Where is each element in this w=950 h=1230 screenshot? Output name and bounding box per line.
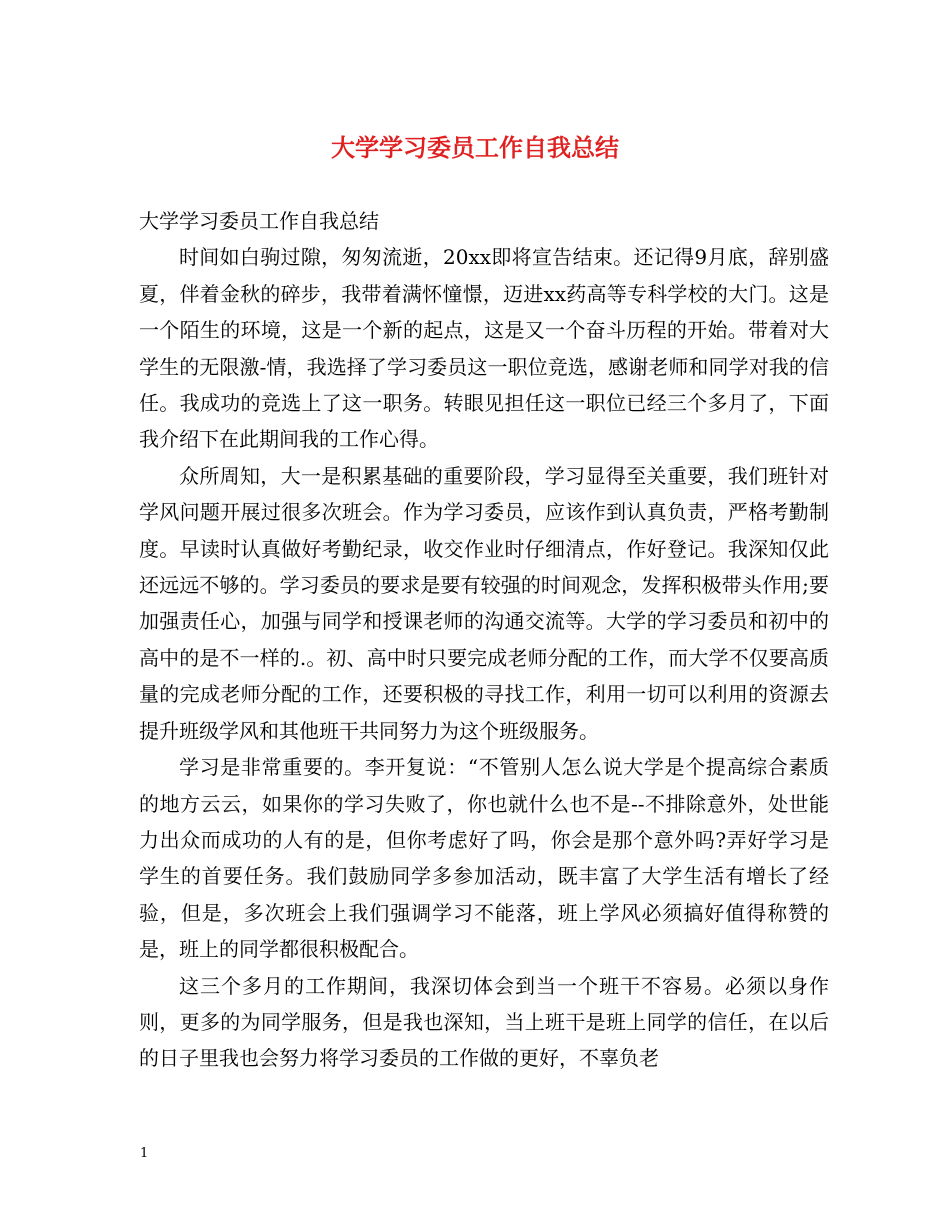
document-subtitle: 大学学习委员工作自我总结 — [139, 209, 379, 233]
paragraph-3: 学习是非常重要的。李开复说：“不管别人怎么说大学是个提高综合素质的地方云云，如果你的学习失败了，你也就什么也不是--不排除意外，处世能力出众而成功的人有的是，但你考虑好了吗，你会是那个意外吗?弄好学习是学生的首要任务。我们鼓励同学多参加活动，既丰富了大学生活有增长了经验，但是，多次班会上我们强调学习不能落，班上学风必须搞好值得称赞的是，班上的同学都很积极配合。 — [139, 755, 829, 962]
document-body — [139, 203, 829, 1077]
paragraph-1: 时间如白驹过隙，匆匆流逝，20xx即将宣告结束。还记得9月底，辞别盛夏，伴着金秋的碎步，我带着满怀憧憬，迈进xx药高等专科学校的大门。这是一个陌生的环境，这是一个新的起点，这是又一个奋斗历程的开始。带着对大学生的无限激-情，我选择了学习委员这一职位竞选，感谢老师和同学对我的信任。我成功的竞选上了这一职务。转眼见担任这一职位已经三个多月了，下面我介绍下在此期间我的工作心得。 — [139, 245, 829, 452]
page-number: 1 — [140, 1146, 149, 1161]
document-title: 大学学习委员工作自我总结 — [331, 133, 619, 162]
paragraph-4: 这三个多月的工作期间，我深切体会到当一个班干不容易。必须以身作则，更多的为同学服务，但是我也深知，当上班干是班上同学的信任，在以后的日子里我也会努力将学习委员的工作做的更好，不辜负老 — [139, 973, 829, 1071]
paragraph-2: 众所周知，大一是积累基础的重要阶段，学习显得至关重要，我们班针对学风问题开展过很多次班会。作为学习委员，应该作到认真负责，严格考勤制度。早读时认真做好考勤纪录，收交作业时仔细清点，作好登记。我深知仅此还远远不够的。学习委员的要求是要有较强的时间观念，发挥积极带头作用;要加强责任心，加强与同学和授课老师的沟通交流等。大学的学习委员和初中的高中的是不一样的.。初、高中时只要完成老师分配的工作，而大学不仅要高质量的完成老师分配的工作，还要积极的寻找工作，利用一切可以利用的资源去提升班级学风和其他班干共同努力为这个班级服务。 — [139, 463, 829, 743]
